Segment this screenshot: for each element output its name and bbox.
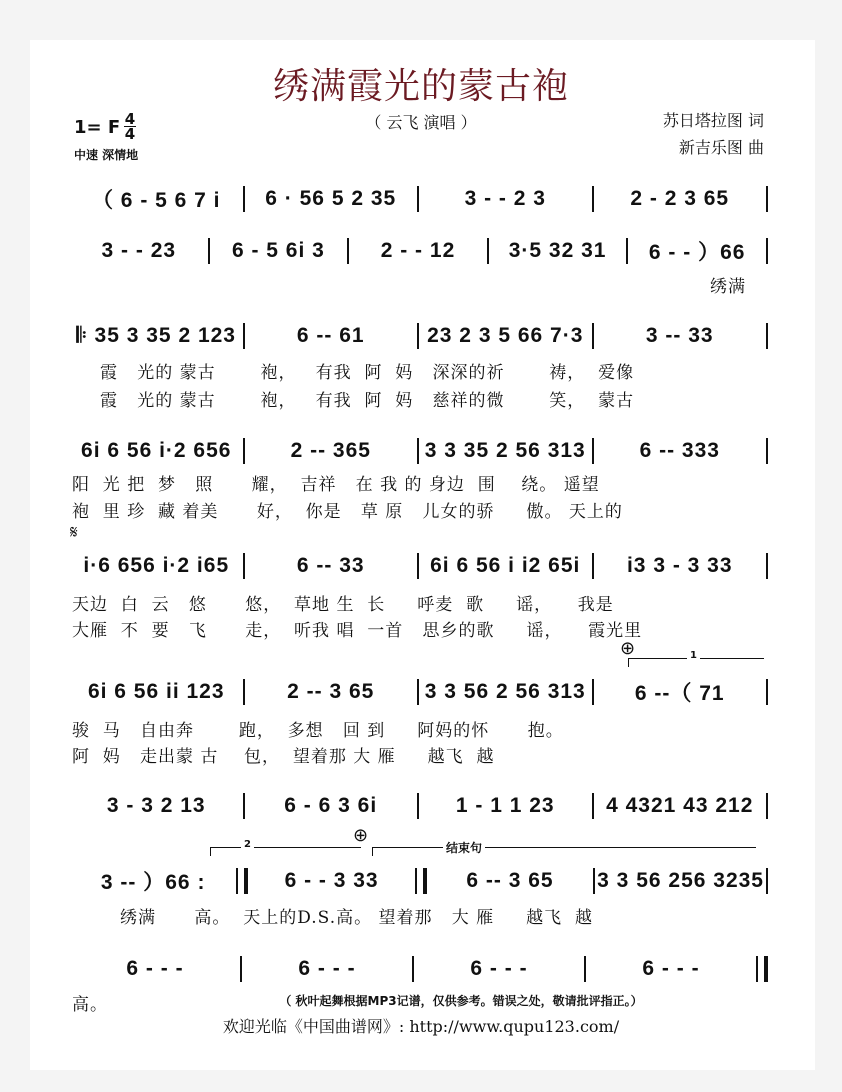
- barline: [417, 793, 419, 819]
- key-signature: 1= F: [74, 117, 121, 138]
- barline: [593, 868, 595, 894]
- barline: [766, 868, 768, 894]
- measure: 𝄆 35 3 35 2 123: [76, 324, 236, 347]
- notation-row: [72, 322, 770, 350]
- barline: [417, 438, 419, 464]
- barline: [592, 438, 594, 464]
- measure: 2 - 2 3 65: [630, 187, 730, 210]
- measure: 3 - - 23: [101, 239, 177, 262]
- barline: [766, 323, 768, 349]
- measure: 23 2 3 5 66 7·3: [427, 324, 584, 347]
- lyric-line: 高。: [72, 995, 108, 1015]
- barline: [236, 868, 248, 894]
- measure: 1 - 1 1 23: [455, 794, 555, 817]
- notation-row: [72, 792, 770, 820]
- barline: [592, 553, 594, 579]
- measure: 6 -- 61: [296, 324, 365, 347]
- measure: 2 -- 3 65: [287, 680, 375, 703]
- measure: 3 -- 33: [645, 324, 714, 347]
- barline: [487, 238, 489, 264]
- lyric-line: 绣满: [710, 277, 746, 297]
- lyric-line: 袍 里 珍 藏 着美 好， 你是 草 原 儿女的骄 傲。 天上的: [72, 502, 623, 522]
- lyric-line: 骏 马 自由奔 跑， 多想 回 到 阿妈的怀 抱。: [72, 721, 564, 741]
- barline: [412, 956, 414, 982]
- barline: [347, 238, 349, 264]
- measure: 6 - - -: [126, 957, 184, 980]
- barline: [417, 679, 419, 705]
- notation-row: [72, 867, 770, 895]
- lyric-line: 绣满 高。 天上的D.S.高。 望着那 大 雁 越飞 越: [120, 908, 593, 928]
- coda-icon: ⊕: [353, 825, 369, 846]
- barline: [766, 238, 768, 264]
- time-top: 4: [124, 110, 136, 128]
- song-title: 绣满霞光的蒙古袍: [272, 66, 569, 107]
- measure: i·6 656 i·2 i65: [83, 554, 230, 577]
- tempo-marking: 中速 深情地: [74, 148, 139, 162]
- measure: 6 --（ 71: [634, 682, 725, 705]
- lyric-line: 霞 光的 蒙古 袍， 有我 阿 妈 慈祥的微 笑， 蒙古: [100, 391, 635, 411]
- barline: [756, 956, 768, 982]
- barline: [417, 323, 419, 349]
- measure: 6 -- 33: [296, 554, 365, 577]
- measure: 6 - - -: [642, 957, 700, 980]
- barline: [243, 323, 245, 349]
- measure: 4 4321 43 212: [606, 794, 754, 817]
- barline: [243, 793, 245, 819]
- barline: [592, 186, 594, 212]
- measure: 6 - - 3 33: [284, 869, 379, 892]
- barline: [766, 679, 768, 705]
- barline: [243, 679, 245, 705]
- barline: [584, 956, 586, 982]
- measure: 6i 6 56 i·2 656: [81, 439, 232, 462]
- notation-row: [72, 955, 770, 983]
- barline: [417, 186, 419, 212]
- measure: （ 6 - 5 6 7 i: [91, 189, 221, 212]
- lyric-line: 阿 妈 走出蒙 古 包， 望着那 大 雁 越飞 越: [72, 747, 495, 767]
- composer: 新吉乐图 曲: [678, 138, 764, 157]
- barline: [766, 553, 768, 579]
- notation-row: [72, 678, 770, 706]
- measure: 6 -- 3 65: [466, 869, 554, 892]
- time-signature: [124, 112, 136, 141]
- coda-icon: ⊕: [620, 638, 636, 659]
- performer: （ 云飞 演唱 ）: [365, 113, 477, 132]
- lyric-line: 霞 光的 蒙古 袍， 有我 阿 妈 深深的祈 祷， 爱像: [100, 363, 635, 383]
- barline: [208, 238, 210, 264]
- volta-2: 2: [210, 847, 361, 856]
- volta-1: 1: [628, 658, 764, 667]
- barline: [592, 793, 594, 819]
- barline: [766, 186, 768, 212]
- measure: 3 3 56 2 56 313: [424, 680, 586, 703]
- ending-bracket: 结束句: [372, 847, 756, 856]
- lyric-line: 天边 白 云 悠 悠， 草地 生 长 呼麦 歌 谣， 我是: [72, 595, 614, 615]
- measure: 6i 6 56 ii 123: [87, 680, 225, 703]
- barline: [766, 793, 768, 819]
- barline: [243, 553, 245, 579]
- measure: 6 · 56 5 2 35: [265, 187, 397, 210]
- barline: [415, 868, 427, 894]
- measure: 3 - - 2 3: [464, 187, 546, 210]
- measure: 6 - 5 6i 3: [231, 239, 325, 262]
- barline: [417, 553, 419, 579]
- lyric-line: 大雁 不 要 飞 走， 听我 唱 一首 思乡的歌 谣， 霞光里: [72, 621, 643, 641]
- measure: 6 - - -: [298, 957, 356, 980]
- measure: 6i 6 56 i i2 65i: [430, 554, 581, 577]
- notation-row: [72, 552, 770, 580]
- measure: 3 - 3 2 13: [106, 794, 206, 817]
- measure: 2 - - 12: [380, 239, 456, 262]
- barline: [592, 323, 594, 349]
- measure: 6 - - ）66: [648, 241, 746, 264]
- notation-row: [72, 237, 770, 265]
- transcription-note: （ 秋叶起舞根据MP3记谱，仅供参考。错误之处，敬请批评指正。）: [279, 994, 643, 1008]
- barline: [626, 238, 628, 264]
- measure: 3 3 35 2 56 313: [424, 439, 586, 462]
- measure: 3 3 56 256 3235: [597, 869, 764, 892]
- lyricist: 苏日塔拉图 词: [662, 111, 764, 130]
- website-credit: 欢迎光临《中国曲谱网》: http://www.qupu123.com/: [222, 1017, 620, 1036]
- barline: [243, 186, 245, 212]
- measure: 6 - - -: [470, 957, 528, 980]
- measure: 3·5 32 31: [508, 239, 607, 262]
- measure: 2 -- 365: [290, 439, 371, 462]
- notation-row: [72, 185, 770, 213]
- measure: 6 -- 333: [639, 439, 720, 462]
- barline: [592, 679, 594, 705]
- measure: 3 -- ）66 :: [100, 871, 206, 894]
- barline: [766, 438, 768, 464]
- time-bottom: 4: [124, 125, 136, 143]
- measure: 6 - 6 3 6i: [284, 794, 378, 817]
- segno-icon: 𝄋: [70, 522, 78, 543]
- notation-row: [72, 437, 770, 465]
- barline: [240, 956, 242, 982]
- lyric-line: 阳 光 把 梦 照 耀， 吉祥 在 我 的 身边 围 绕。 遥望: [72, 475, 600, 495]
- measure: i3 3 - 3 33: [626, 554, 733, 577]
- barline: [243, 438, 245, 464]
